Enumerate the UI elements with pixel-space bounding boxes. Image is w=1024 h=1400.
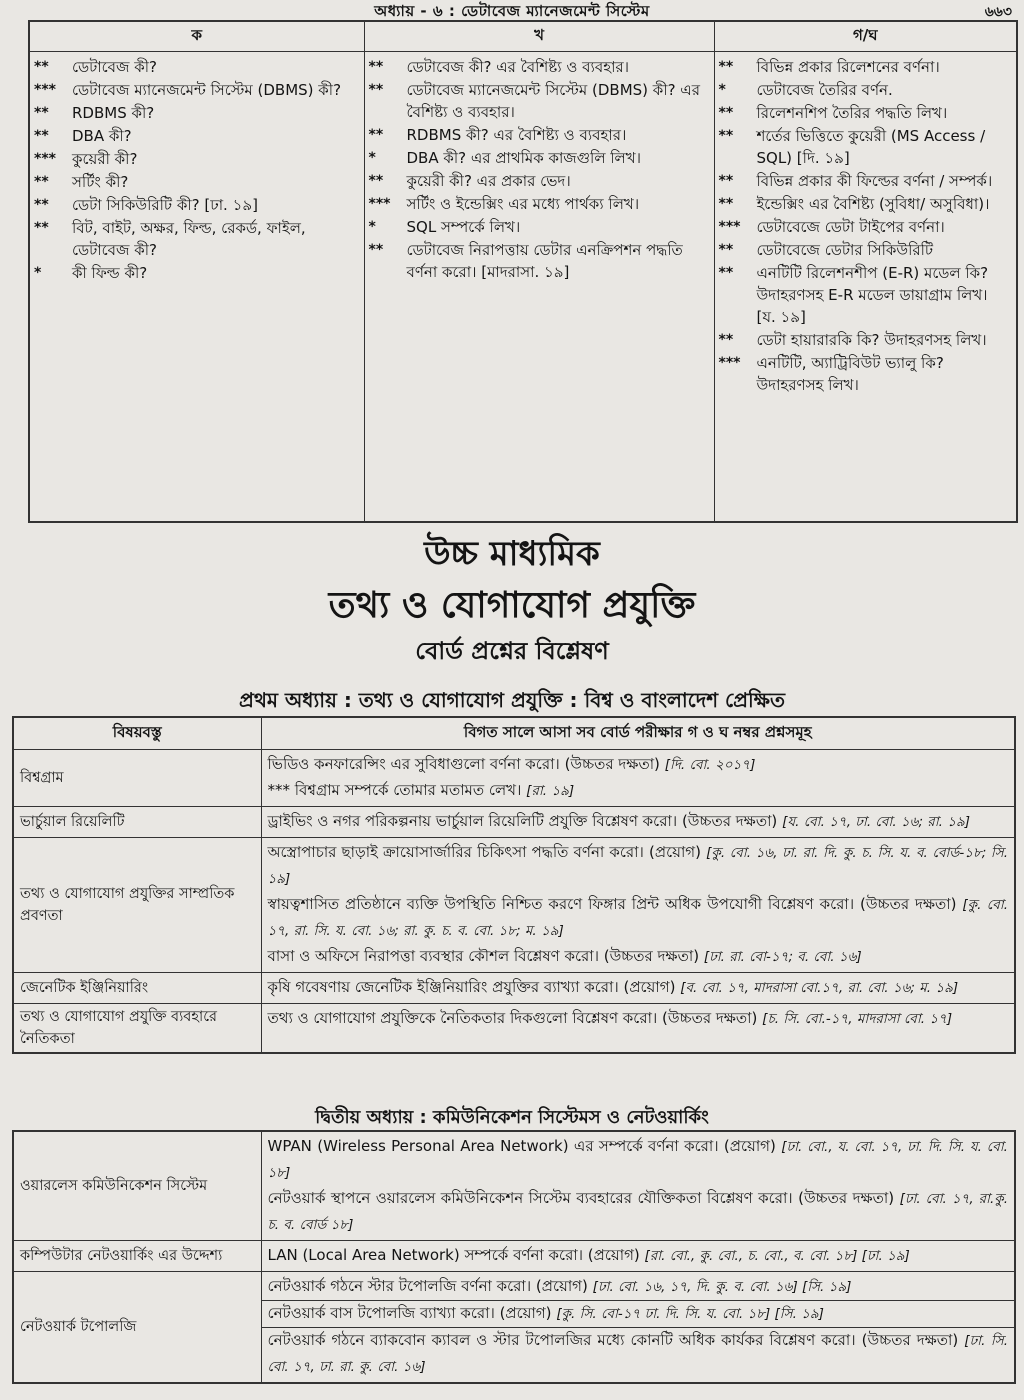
table-row [13,973,1015,1004]
question-line [268,1006,1009,1032]
question-text: SQL সম্পর্কে লিখ। [406,218,521,236]
question-line [268,809,1009,835]
question-text: ডেটাবেজ নিরাপত্তায় ডেটার এনক্রিপশন পদ্ধতি বর্ণনা করো। [মাদরাসা. ১৯] [406,241,683,281]
question-item [34,148,358,170]
table-row [13,1004,1015,1054]
question-text: ডেটাবেজে ডেটার সিকিউরিটি [756,241,934,259]
question-text: RDBMS কী? [72,104,155,122]
importance-stars: ** [718,105,734,121]
question-text: *** বিশ্বগ্রাম সম্পর্কে তোমার মতামত লেখ। [267,781,522,799]
questions-cell [261,807,1015,838]
question-item [34,171,358,193]
col-header-ga: গ/ঘ [714,21,1017,52]
question-text: ড্রাইভিং ও নগর পরিকল্পনায় ভার্চুয়াল রিয়েলিটি প্রযুক্তি বিশ্লেষণ করো। (উচ্চতর দক্ষতা) [267,812,778,830]
importance-stars: ** [368,59,384,75]
question-item [34,79,358,101]
question-item [34,56,358,78]
question-text: নেটওয়ার্ক বাস টপোলজি ব্যাখ্যা করো। (প্রয়োগ) [267,1304,552,1322]
question-line [268,1328,1009,1380]
question-line [268,778,1009,804]
topic-cell: ওয়ারলেস কমিউনিকেশন সিস্টেম [13,1131,261,1241]
question-text: বিভিন্ন প্রকার রিলেশনের বর্ণনা। [756,58,940,76]
question-text: বিট, বাইট, অক্ষর, ফিল্ড, রেকর্ড, ফাইল, ডেটাবেজ কী? [72,219,306,259]
board-reference: [ঢা. বো., য. বো. ১৭, ঢা. দি. সি. য. বো. ১৮] [267,1139,1008,1181]
subject-heading: তথ্য ও যোগাযোগ প্রযুক্তি [328,585,696,626]
question-item [719,352,1011,396]
importance-stars: *** [718,355,741,371]
question-text: RDBMS কী? এর বৈশিষ্ট্য ও ব্যবহার। [406,126,627,144]
topic-cell: ভার্চুয়াল রিয়েলিটি [13,807,261,838]
importance-stars: ** [718,128,734,144]
question-line [268,1243,1009,1269]
col-ga [714,52,1017,522]
chapter1-table [12,716,1016,1054]
board-reference: [ঢা. বো. ১৭, রা.কু. চ. ব. বোর্ড ১৮] [267,1191,1008,1233]
board-reference: [ব. বো. ১৭, মাদরাসা বো.১৭, রা. বো. ১৬; ম. ১৯] [680,980,959,996]
analysis-heading: বোর্ড প্রশ্নের বিশ্লেষণ [415,637,609,665]
question-line [268,1134,1009,1186]
questions-header-label: বিগত সালে আসা সব বোর্ড পরীক্ষার গ ও ঘ নম্বর প্রশ্নসমূহ [463,723,812,741]
importance-stars: *** [368,196,391,212]
col-header-kha: খ [364,21,714,52]
question-item [719,125,1011,169]
board-reference: [কু. বো. ১৭, রা. সি. য. বো. ১৬; রা. কু. চ. ব. বো. ১৮; ম. ১৯] [267,897,1008,939]
importance-stars: ** [34,128,49,144]
question-item [719,79,1011,101]
question-text: এনটিটি, অ্যাট্রিবিউট ভ্যালু কি? উদাহরণসহ লিখ। [756,354,944,394]
question-text: ডেটাবেজে ডেটা টাইপের বর্ণনা। [756,218,945,236]
question-item [719,193,1011,215]
col-kha [364,52,714,522]
table-row [13,1241,1015,1272]
importance-stars: ** [718,196,734,212]
board-reference: [দি. বো. ২০১৭] [664,757,756,773]
question-item [369,193,708,215]
question-text: কুয়েরী কী? [72,150,138,168]
question-text: কী ফিল্ড কী? [72,264,148,282]
importance-stars: ** [34,59,49,75]
question-text: বিভিন্ন প্রকার কী ফিল্ডের বর্ণনা / সম্পর্ক। [756,172,993,190]
question-item [369,79,708,123]
importance-stars: ** [34,105,49,121]
topic-cell: নেটওয়ার্ক টপোলজি [13,1272,261,1384]
importance-stars: * [34,265,42,281]
importance-stars: * [368,219,376,235]
board-reference: [ঢা. সি. বো. ১৭, ঢা. রা. কু. বো. ১৬] [267,1333,1008,1375]
question-text: শর্তের ভিত্তিতে কুয়েরী (MS Access / SQL) [দি. ১৯] [756,127,986,167]
chapter2-title: দ্বিতীয় অধ্যায় : কমিউনিকেশন সিস্টেমস ও নেটওয়ার্কিং [315,1107,709,1128]
question-item [719,262,1011,328]
col-header-ka: ক [29,21,364,52]
questions-cell [261,973,1015,1004]
question-text: ইন্ডেক্সিং এর বৈশিষ্ট্য (সুবিধা/ অসুবিধা)। [756,195,990,213]
importance-stars: ** [718,173,734,189]
question-text: নেটওয়ার্ক গঠনে ব্যাকবোন ক্যাবল ও স্টার টপোলজির মধ্যে কোনটি অধিক কার্যকর বিশ্লেষণ করো। (উচ্চতর দক্ষতা) [267,1331,959,1349]
question-text: সর্টিং কী? [72,173,129,191]
question-item [369,124,708,146]
questions-cell [261,1272,1015,1384]
question-item [719,170,1011,192]
board-reference: [চ. সি. বো.-১৭, মাদরাসা বো. ১৭] [762,1011,953,1027]
question-line [268,1301,1009,1327]
question-item [719,56,1011,78]
board-reference: [রা. বো., কু. বো., চ. বো., ব. বো. ১৮] [ঢা. ১৯] [644,1248,910,1264]
importance-stars: ** [368,173,384,189]
question-line [268,1186,1009,1238]
question-text: কৃষি গবেষণায় জেনেটিক ইঞ্জিনিয়ারিং প্রযুক্তির ব্যাখ্যা করো। (প্রয়োগ) [267,978,676,996]
chapter6-title: অধ্যায় - ৬ : ডেটাবেজ ম্যানেজমেন্ট সিস্টেম [374,2,650,20]
question-text: ডেটাবেজ কী? এর বৈশিষ্ট্য ও ব্যবহার। [406,58,630,76]
question-text: স্বায়ত্বশাসিত প্রতিষ্ঠানে ব্যক্তি উপস্থিতি নিশ্চিত করণে ফিঙ্গার প্রিন্ট অধিক উপযোগী বিশ্লেষণ করো। (উচ্চতর দক্ষতা) [267,895,957,913]
importance-stars: ** [368,82,384,98]
board-reference: [ঢা. রা. বো-১৭; ব. বো. ১৬] [703,949,862,965]
importance-stars: *** [718,219,741,235]
question-item [34,217,358,261]
importance-stars: ** [718,332,734,348]
questions-cell [261,1131,1015,1241]
question-item [369,56,708,78]
page-number: ৬৬৩ [984,4,1012,20]
question-line [268,892,1009,944]
chapter2-table [12,1130,1016,1384]
question-line [268,752,1009,778]
topic-header [13,717,261,750]
question-text: বাসা ও অফিসে নিরাপত্তা ব্যবস্থার কৌশল বিশ্লেষণ করো। (উচ্চতর দক্ষতা) [267,947,700,965]
question-item [34,125,358,147]
importance-stars: ** [368,127,384,143]
table-row [13,750,1015,807]
chapter1-title: প্রথম অধ্যায় : তথ্য ও যোগাযোগ প্রযুক্তি : বিশ্ব ও বাংলাদেশ প্রেক্ষিত [239,688,785,712]
question-item [369,147,708,169]
importance-stars: ** [34,220,49,236]
topic-cell: জেনেটিক ইঞ্জিনিয়ারিং [13,973,261,1004]
question-line [268,944,1009,970]
question-text: অস্ত্রোপাচার ছাড়াই ক্রায়োসার্জারির চিকিৎসা পদ্ধতি বর্ণনা করো। (প্রয়োগ) [267,843,701,861]
question-text: কুয়েরী কী? এর প্রকার ভেদ। [406,172,571,190]
questions-cell [261,750,1015,807]
board-reference: [কু. সি. বো-১৭ ঢা. দি. সি. য. বো. ১৮] [সি. ১৯] [556,1306,824,1322]
topic-cell: তথ্য ও যোগাযোগ প্রযুক্তির সাম্প্রতিক প্রবণতা [13,838,261,973]
importance-stars: * [368,150,376,166]
topic-cell: তথ্য ও যোগাযোগ প্রযুক্তি ব্যবহারে নৈতিকতা [13,1004,261,1054]
question-item [369,170,708,192]
importance-stars: *** [34,82,56,98]
question-text: ডেটাবেজ কী? [72,58,157,76]
question-item [34,262,358,284]
questions-cell [261,838,1015,973]
question-item [719,216,1011,238]
question-item [34,194,358,216]
question-line [268,1274,1009,1300]
question-text: DBA কী? [72,127,132,145]
question-item [719,329,1011,351]
board-reference: [কু. বো. ১৬, ঢা. রা. দি. কু. চ. সি. য. ব. বোর্ড-১৮; সি. ১৯] [267,845,1008,887]
table-row [13,1131,1015,1241]
table-row [13,1272,1015,1384]
question-item [369,216,708,238]
table-row [13,807,1015,838]
question-text: ডেটাবেজ ম্যানেজমেন্ট সিস্টেম (DBMS) কী? এর বৈশিষ্ট্য ও ব্যবহার। [406,81,700,121]
question-text: নেটওয়ার্ক স্থাপনে ওয়ারলেস কমিউনিকেশন সিস্টেম ব্যবহারের যৌক্তিকতা বিশ্লেষণ করো। (উচ্চতর দক্ষতা) [267,1189,895,1207]
question-text: ডেটা সিকিউরিটি কী? [ঢা. ১৯] [72,196,258,214]
importance-stars: ** [718,59,734,75]
question-text: WPAN (Wireless Personal Area Network) এর সম্পর্কে বর্ণনা করো। (প্রয়োগ) [267,1137,776,1155]
chapter6-table [28,20,1018,523]
topic-cell: কম্পিউটার নেটওয়ার্কিং এর উদ্দেশ্য [13,1241,261,1272]
questions-cell [261,1241,1015,1272]
question-text: ডেটাবেজ তৈরির বর্ণন. [756,81,893,99]
question-text: নেটওয়ার্ক গঠনে স্টার টপোলজি বর্ণনা করো। (প্রয়োগ) [267,1277,588,1295]
topic-cell: বিশ্বগ্রাম [13,750,261,807]
importance-stars: *** [34,151,56,167]
col-ka [29,52,364,522]
board-reference: [য. বো. ১৭, ঢা. বো. ১৬; রা. ১৯] [782,814,971,830]
question-item [34,102,358,124]
importance-stars: * [718,82,726,98]
question-text: রিলেশনশিপ তৈরির পদ্ধতি লিখ। [756,104,948,122]
question-text: ভিডিও কনফারেন্সিং এর সুবিধাগুলো বর্ণনা করো। (উচ্চতর দক্ষতা) [267,755,660,773]
table-row [13,838,1015,973]
importance-stars: ** [368,242,384,258]
question-item [369,239,708,283]
board-reference: [ঢা. বো. ১৬, ১৭, দি. কু. ব. বো. ১৬] [সি. ১৯] [592,1279,852,1295]
question-text: LAN (Local Area Network) সম্পর্কে বর্ণনা করো। (প্রয়োগ) [267,1246,640,1264]
topic-header-label: বিষয়বস্তু [112,723,162,741]
importance-stars: ** [34,197,49,213]
question-text: এনটিটি রিলেশনশীপ (E-R) মডেল কি? উদাহরণসহ E-R মডেল ডায়াগ্রাম লিখ। [য. ১৯] [756,264,989,326]
question-text: তথ্য ও যোগাযোগ প্রযুক্তিকে নৈতিকতার দিকগুলো বিশ্লেষণ করো। (উচ্চতর দক্ষতা) [267,1009,758,1027]
question-text: সর্টিং ও ইন্ডেক্সিং এর মধ্যে পার্থক্য লিখ। [406,195,640,213]
importance-stars: ** [34,174,49,190]
questions-header [261,717,1015,750]
question-text: ডেটাবেজ ম্যানেজমেন্ট সিস্টেম (DBMS) কী? [72,81,342,99]
question-line [268,840,1009,892]
question-item [719,239,1011,261]
question-item [719,102,1011,124]
question-text: DBA কী? এর প্রাথমিক কাজগুলি লিখ। [406,149,641,167]
level-heading: উচ্চ মাধ্যমিক [424,534,600,574]
question-line [268,975,1009,1001]
importance-stars: ** [718,242,734,258]
importance-stars: ** [718,265,734,281]
questions-cell [261,1004,1015,1054]
question-text: ডেটা হায়ারারকি কি? উদাহরণসহ লিখ। [756,331,987,349]
board-reference: [রা. ১৯] [526,783,575,799]
